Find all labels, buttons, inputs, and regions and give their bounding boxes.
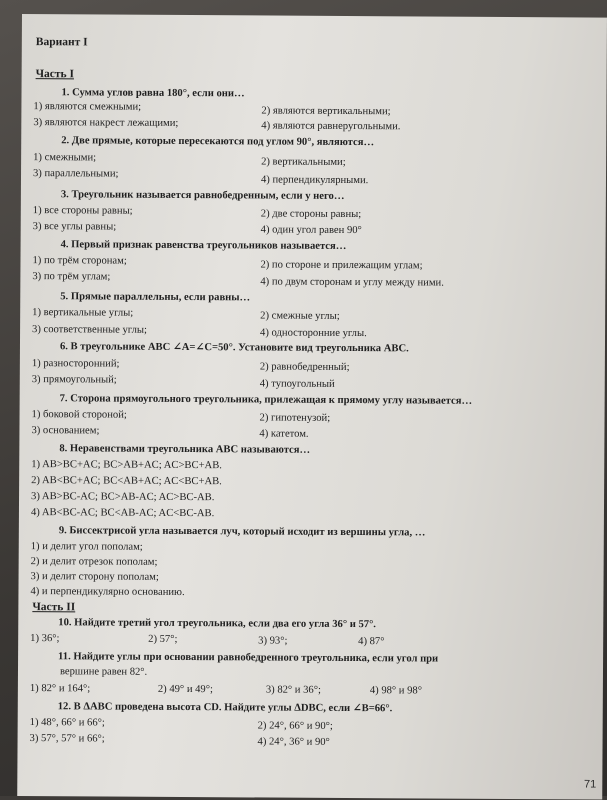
q1-option-1: 1) являются смежными; [33, 101, 142, 113]
q8-option-3: 3) AB>BC-AC; BC>AB-AC; AC>BC-AB. [31, 491, 215, 504]
question-2: 2. Две прямые, которые пересекаются под углом 90°, являются… [61, 135, 375, 149]
q4-option-3: 3) по трём углам; [32, 271, 111, 283]
q9-option-4: 4) и перпендикулярно основанию. [30, 586, 185, 599]
question-3: 3. Треугольник называется равнобедренным, если у него… [60, 189, 345, 202]
q7-option-3: 3) основанием; [31, 425, 100, 437]
q12-option-2: 2) 24°, 66° и 90°; [257, 720, 333, 732]
q7-option-2: 2) гипотенузой; [259, 412, 331, 424]
q11-option-3: 3) 82° и 36°; [265, 684, 321, 696]
q6-option-2: 2) равнобедренный; [259, 361, 350, 374]
q10-option-2: 2) 57°; [148, 633, 178, 645]
q4-option-4: 4) по двум сторонам и углу между ними. [260, 276, 444, 289]
q10-option-4: 4) 87° [358, 636, 385, 648]
corner-number: 71 [584, 778, 597, 791]
q9-option-3: 3) и делит сторону пополам; [30, 571, 159, 583]
q3-option-4: 4) один угол равен 90° [260, 224, 362, 237]
q3-option-3: 3) все углы равны; [32, 221, 117, 233]
q3-option-2: 2) две стороны равны; [260, 208, 362, 221]
worksheet-page [17, 14, 607, 800]
q2-option-1: 1) смежными; [33, 152, 97, 164]
q11-option-4: 4) 98° и 98° [369, 685, 423, 697]
question-11-cont: вершине равен 82°. [59, 666, 148, 678]
q3-option-1: 1) все стороны равны; [32, 205, 133, 217]
part2-title: Часть II [32, 601, 76, 614]
q1-option-2: 2) являются вертикальными; [261, 105, 391, 118]
q6-option-1: 1) разносторонний; [31, 358, 120, 370]
q10-option-1: 1) 36°; [30, 633, 60, 645]
q2-option-4: 4) перпендикулярными. [260, 174, 369, 187]
q5-option-1: 1) вертикальные углы; [32, 307, 134, 319]
question-11: 11. Найдите углы при основании равнобедренного треугольника, если угол при [58, 651, 439, 665]
q5-option-4: 4) односторонние углы. [260, 327, 367, 340]
q4-option-2: 2) по стороне и прилежащим углам; [260, 259, 423, 272]
question-7: 7. Сторона прямоугольного треугольника, прилежащая к прямому углу называется… [59, 393, 473, 407]
q1-option-3: 3) являются накрест лежащими; [33, 117, 179, 129]
q10-option-3: 3) 93°; [258, 635, 288, 647]
q2-option-2: 2) вертикальными; [261, 156, 346, 168]
question-6: 6. В треугольнике ABC ∠A=∠C=50°. Установите вид треугольника ABC. [59, 341, 409, 355]
q12-option-3: 3) 57°, 57° и 66°; [29, 733, 105, 745]
q8-option-4: 4) AB<BC-AC; BC<AB-AC; AC<BC-AB. [30, 507, 215, 520]
question-12: 12. В ΔABC проведена высота CD. Найдите углы ΔDBC, если ∠B=66°. [57, 701, 393, 715]
q12-option-1: 1) 48°, 66° и 66°; [29, 717, 105, 729]
q6-option-3: 3) прямоугольный; [31, 374, 117, 386]
q11-option-1: 1) 82° и 164°; [29, 683, 91, 695]
q11-option-2: 2) 49° и 49°; [157, 683, 213, 696]
q7-option-4: 4) катетом. [259, 428, 309, 440]
question-8: 8. Неравенствами треугольника ABC называются… [59, 443, 311, 456]
question-9: 9. Биссектрисой угла называется луч, который исходит из вершины угла, … [58, 525, 426, 539]
q2-option-3: 3) параллельными; [32, 168, 119, 180]
question-5: 5. Прямые параллельны, если равны… [60, 291, 251, 304]
q8-option-2: 2) AB<BC+AC; BC<AB+AC; AC<BC+AB. [31, 475, 222, 488]
q5-option-2: 2) смежные углы; [260, 310, 340, 322]
question-1: 1. Сумма углов равна 180°, если они… [61, 87, 245, 100]
part1-title: Часть I [35, 68, 75, 81]
q12-option-4: 4) 24°, 36° и 90° [257, 736, 330, 748]
q4-option-1: 1) по трём сторонам; [32, 255, 127, 267]
q6-option-4: 4) тупоугольный [259, 378, 335, 390]
q9-option-1: 1) и делит угол пополам; [30, 541, 143, 553]
q8-option-1: 1) AB>BC+AC; BC>AB+AC; AC>BC+AB. [31, 459, 222, 472]
q9-option-2: 2) и делит отрезок пополам; [30, 556, 158, 568]
q5-option-3: 3) соответственные углы; [32, 324, 148, 336]
q7-option-1: 1) боковой стороной; [31, 409, 127, 421]
question-4: 4. Первый признак равенства треугольников называется… [60, 239, 347, 252]
variant-title: Вариант I [35, 36, 88, 49]
q1-option-4: 4) являются равнеругольными. [261, 120, 401, 133]
question-10: 10. Найдите третий угол треугольника, если два его угла 36° и 57°. [58, 617, 377, 631]
